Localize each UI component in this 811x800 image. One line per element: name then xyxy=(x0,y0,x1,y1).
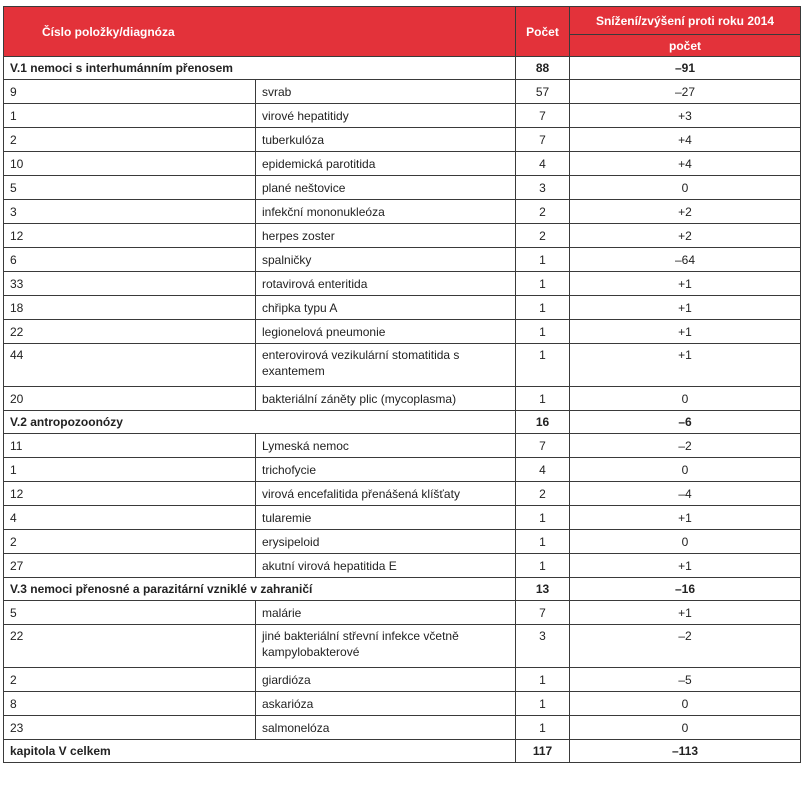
item-code: 9 xyxy=(4,80,256,104)
case-count: 7 xyxy=(516,104,570,128)
table-row xyxy=(4,506,801,530)
total-count: 117 xyxy=(516,740,570,763)
item-code: 12 xyxy=(4,482,256,506)
diagnosis-name: epidemická parotitida xyxy=(256,152,516,176)
table-row xyxy=(4,601,801,625)
case-count: 4 xyxy=(516,458,570,482)
case-count: 1 xyxy=(516,506,570,530)
table-row xyxy=(4,296,801,320)
change-value: 0 xyxy=(570,692,801,716)
section-title: V.1 nemoci s interhumánním přenosem xyxy=(4,57,516,80)
diagnosis-name: virová encefalitida přenášená klíšťaty xyxy=(256,482,516,506)
case-count: 2 xyxy=(516,224,570,248)
diagnosis-name: malárie xyxy=(256,601,516,625)
change-value: –5 xyxy=(570,668,801,692)
diagnosis-name: tuberkulóza xyxy=(256,128,516,152)
diagnosis-name: infekční mononukleóza xyxy=(256,200,516,224)
table-row xyxy=(4,530,801,554)
item-code: 1 xyxy=(4,104,256,128)
table-row xyxy=(4,387,801,411)
case-count: 4 xyxy=(516,152,570,176)
change-value: +1 xyxy=(570,344,801,387)
change-value: +2 xyxy=(570,200,801,224)
case-count: 3 xyxy=(516,176,570,200)
table-row xyxy=(4,716,801,740)
item-code: 5 xyxy=(4,176,256,200)
table-row xyxy=(4,80,801,104)
item-code: 12 xyxy=(4,224,256,248)
case-count: 57 xyxy=(516,80,570,104)
diagnosis-name: plané neštovice xyxy=(256,176,516,200)
diagnosis-name: tularemie xyxy=(256,506,516,530)
diagnosis-name: herpes zoster xyxy=(256,224,516,248)
item-code: 2 xyxy=(4,668,256,692)
case-count: 2 xyxy=(516,482,570,506)
diagnosis-name: bakteriální záněty plic (mycoplasma) xyxy=(256,387,516,411)
table-row xyxy=(4,434,801,458)
change-value: 0 xyxy=(570,716,801,740)
diagnosis-name: akutní virová hepatitida E xyxy=(256,554,516,578)
section-change: –6 xyxy=(570,411,801,434)
item-code: 22 xyxy=(4,320,256,344)
section-row xyxy=(4,578,801,601)
diagnosis-name: virové hepatitidy xyxy=(256,104,516,128)
item-code: 4 xyxy=(4,506,256,530)
change-value: +4 xyxy=(570,128,801,152)
table-row xyxy=(4,668,801,692)
diagnosis-name: chřipka typu A xyxy=(256,296,516,320)
case-count: 7 xyxy=(516,601,570,625)
diagnosis-name: askarióza xyxy=(256,692,516,716)
item-code: 33 xyxy=(4,272,256,296)
change-value: +1 xyxy=(570,506,801,530)
diagnosis-name: giardióza xyxy=(256,668,516,692)
diagnosis-name: spalničky xyxy=(256,248,516,272)
table-header xyxy=(4,7,801,57)
table-body xyxy=(4,57,801,763)
table-row xyxy=(4,176,801,200)
case-count: 1 xyxy=(516,668,570,692)
section-change: –91 xyxy=(570,57,801,80)
table-row xyxy=(4,554,801,578)
case-count: 1 xyxy=(516,387,570,411)
header-count: Počet xyxy=(516,7,570,57)
item-code: 6 xyxy=(4,248,256,272)
item-code: 1 xyxy=(4,458,256,482)
diagnosis-name: rotavirová enteritida xyxy=(256,272,516,296)
section-title: V.2 antropozoonózy xyxy=(4,411,516,434)
change-value: +1 xyxy=(570,320,801,344)
table-row xyxy=(4,344,801,387)
case-count: 1 xyxy=(516,272,570,296)
table-row xyxy=(4,104,801,128)
diagnosis-name: trichofycie xyxy=(256,458,516,482)
table-row xyxy=(4,152,801,176)
diagnosis-name: salmonelóza xyxy=(256,716,516,740)
diagnosis-name: svrab xyxy=(256,80,516,104)
item-code: 22 xyxy=(4,625,256,668)
item-code: 5 xyxy=(4,601,256,625)
case-count: 1 xyxy=(516,530,570,554)
table-row xyxy=(4,692,801,716)
header-change-sub: počet xyxy=(570,35,801,57)
item-code: 23 xyxy=(4,716,256,740)
header-change: Snížení/zvýšení proti roku 2014 xyxy=(570,7,801,35)
diagnosis-name: jiné bakteriální střevní infekce včetně kampylobakterové xyxy=(256,625,516,668)
case-count: 7 xyxy=(516,434,570,458)
change-value: +1 xyxy=(570,554,801,578)
table-row xyxy=(4,224,801,248)
section-row xyxy=(4,411,801,434)
diagnosis-name: Lymeská nemoc xyxy=(256,434,516,458)
section-count: 88 xyxy=(516,57,570,80)
item-code: 18 xyxy=(4,296,256,320)
table-row xyxy=(4,458,801,482)
diagnosis-name: legionelová pneumonie xyxy=(256,320,516,344)
section-row xyxy=(4,57,801,80)
change-value: +4 xyxy=(570,152,801,176)
item-code: 3 xyxy=(4,200,256,224)
item-code: 2 xyxy=(4,530,256,554)
section-change: –16 xyxy=(570,578,801,601)
total-label: kapitola V celkem xyxy=(4,740,516,763)
item-code: 27 xyxy=(4,554,256,578)
change-value: –2 xyxy=(570,434,801,458)
section-title: V.3 nemoci přenosné a parazitární vzniklé v zahraničí xyxy=(4,578,516,601)
total-row xyxy=(4,740,801,763)
section-count: 16 xyxy=(516,411,570,434)
table-row xyxy=(4,625,801,668)
change-value: 0 xyxy=(570,387,801,411)
item-code: 44 xyxy=(4,344,256,387)
change-value: –64 xyxy=(570,248,801,272)
item-code: 8 xyxy=(4,692,256,716)
case-count: 3 xyxy=(516,625,570,668)
case-count: 1 xyxy=(516,296,570,320)
change-value: +1 xyxy=(570,272,801,296)
item-code: 2 xyxy=(4,128,256,152)
header-item-diagnosis: Číslo položky/diagnóza xyxy=(4,7,516,57)
item-code: 11 xyxy=(4,434,256,458)
change-value: +2 xyxy=(570,224,801,248)
change-value: 0 xyxy=(570,458,801,482)
case-count: 7 xyxy=(516,128,570,152)
change-value: +1 xyxy=(570,601,801,625)
case-count: 1 xyxy=(516,692,570,716)
item-code: 10 xyxy=(4,152,256,176)
change-value: –4 xyxy=(570,482,801,506)
table-row xyxy=(4,482,801,506)
table-row xyxy=(4,128,801,152)
table-container xyxy=(3,6,800,763)
item-code: 20 xyxy=(4,387,256,411)
diagnosis-name: enterovirová vezikulární stomatitida s exantemem xyxy=(256,344,516,387)
case-count: 1 xyxy=(516,716,570,740)
diagnosis-name: erysipeloid xyxy=(256,530,516,554)
section-count: 13 xyxy=(516,578,570,601)
case-count: 1 xyxy=(516,320,570,344)
total-change: –113 xyxy=(570,740,801,763)
infections-table xyxy=(3,6,801,763)
change-value: 0 xyxy=(570,176,801,200)
table-row xyxy=(4,272,801,296)
change-value: +3 xyxy=(570,104,801,128)
change-value: –2 xyxy=(570,625,801,668)
table-row xyxy=(4,320,801,344)
table-row xyxy=(4,248,801,272)
case-count: 2 xyxy=(516,200,570,224)
change-value: 0 xyxy=(570,530,801,554)
change-value: +1 xyxy=(570,296,801,320)
case-count: 1 xyxy=(516,248,570,272)
case-count: 1 xyxy=(516,344,570,387)
case-count: 1 xyxy=(516,554,570,578)
change-value: –27 xyxy=(570,80,801,104)
table-row xyxy=(4,200,801,224)
